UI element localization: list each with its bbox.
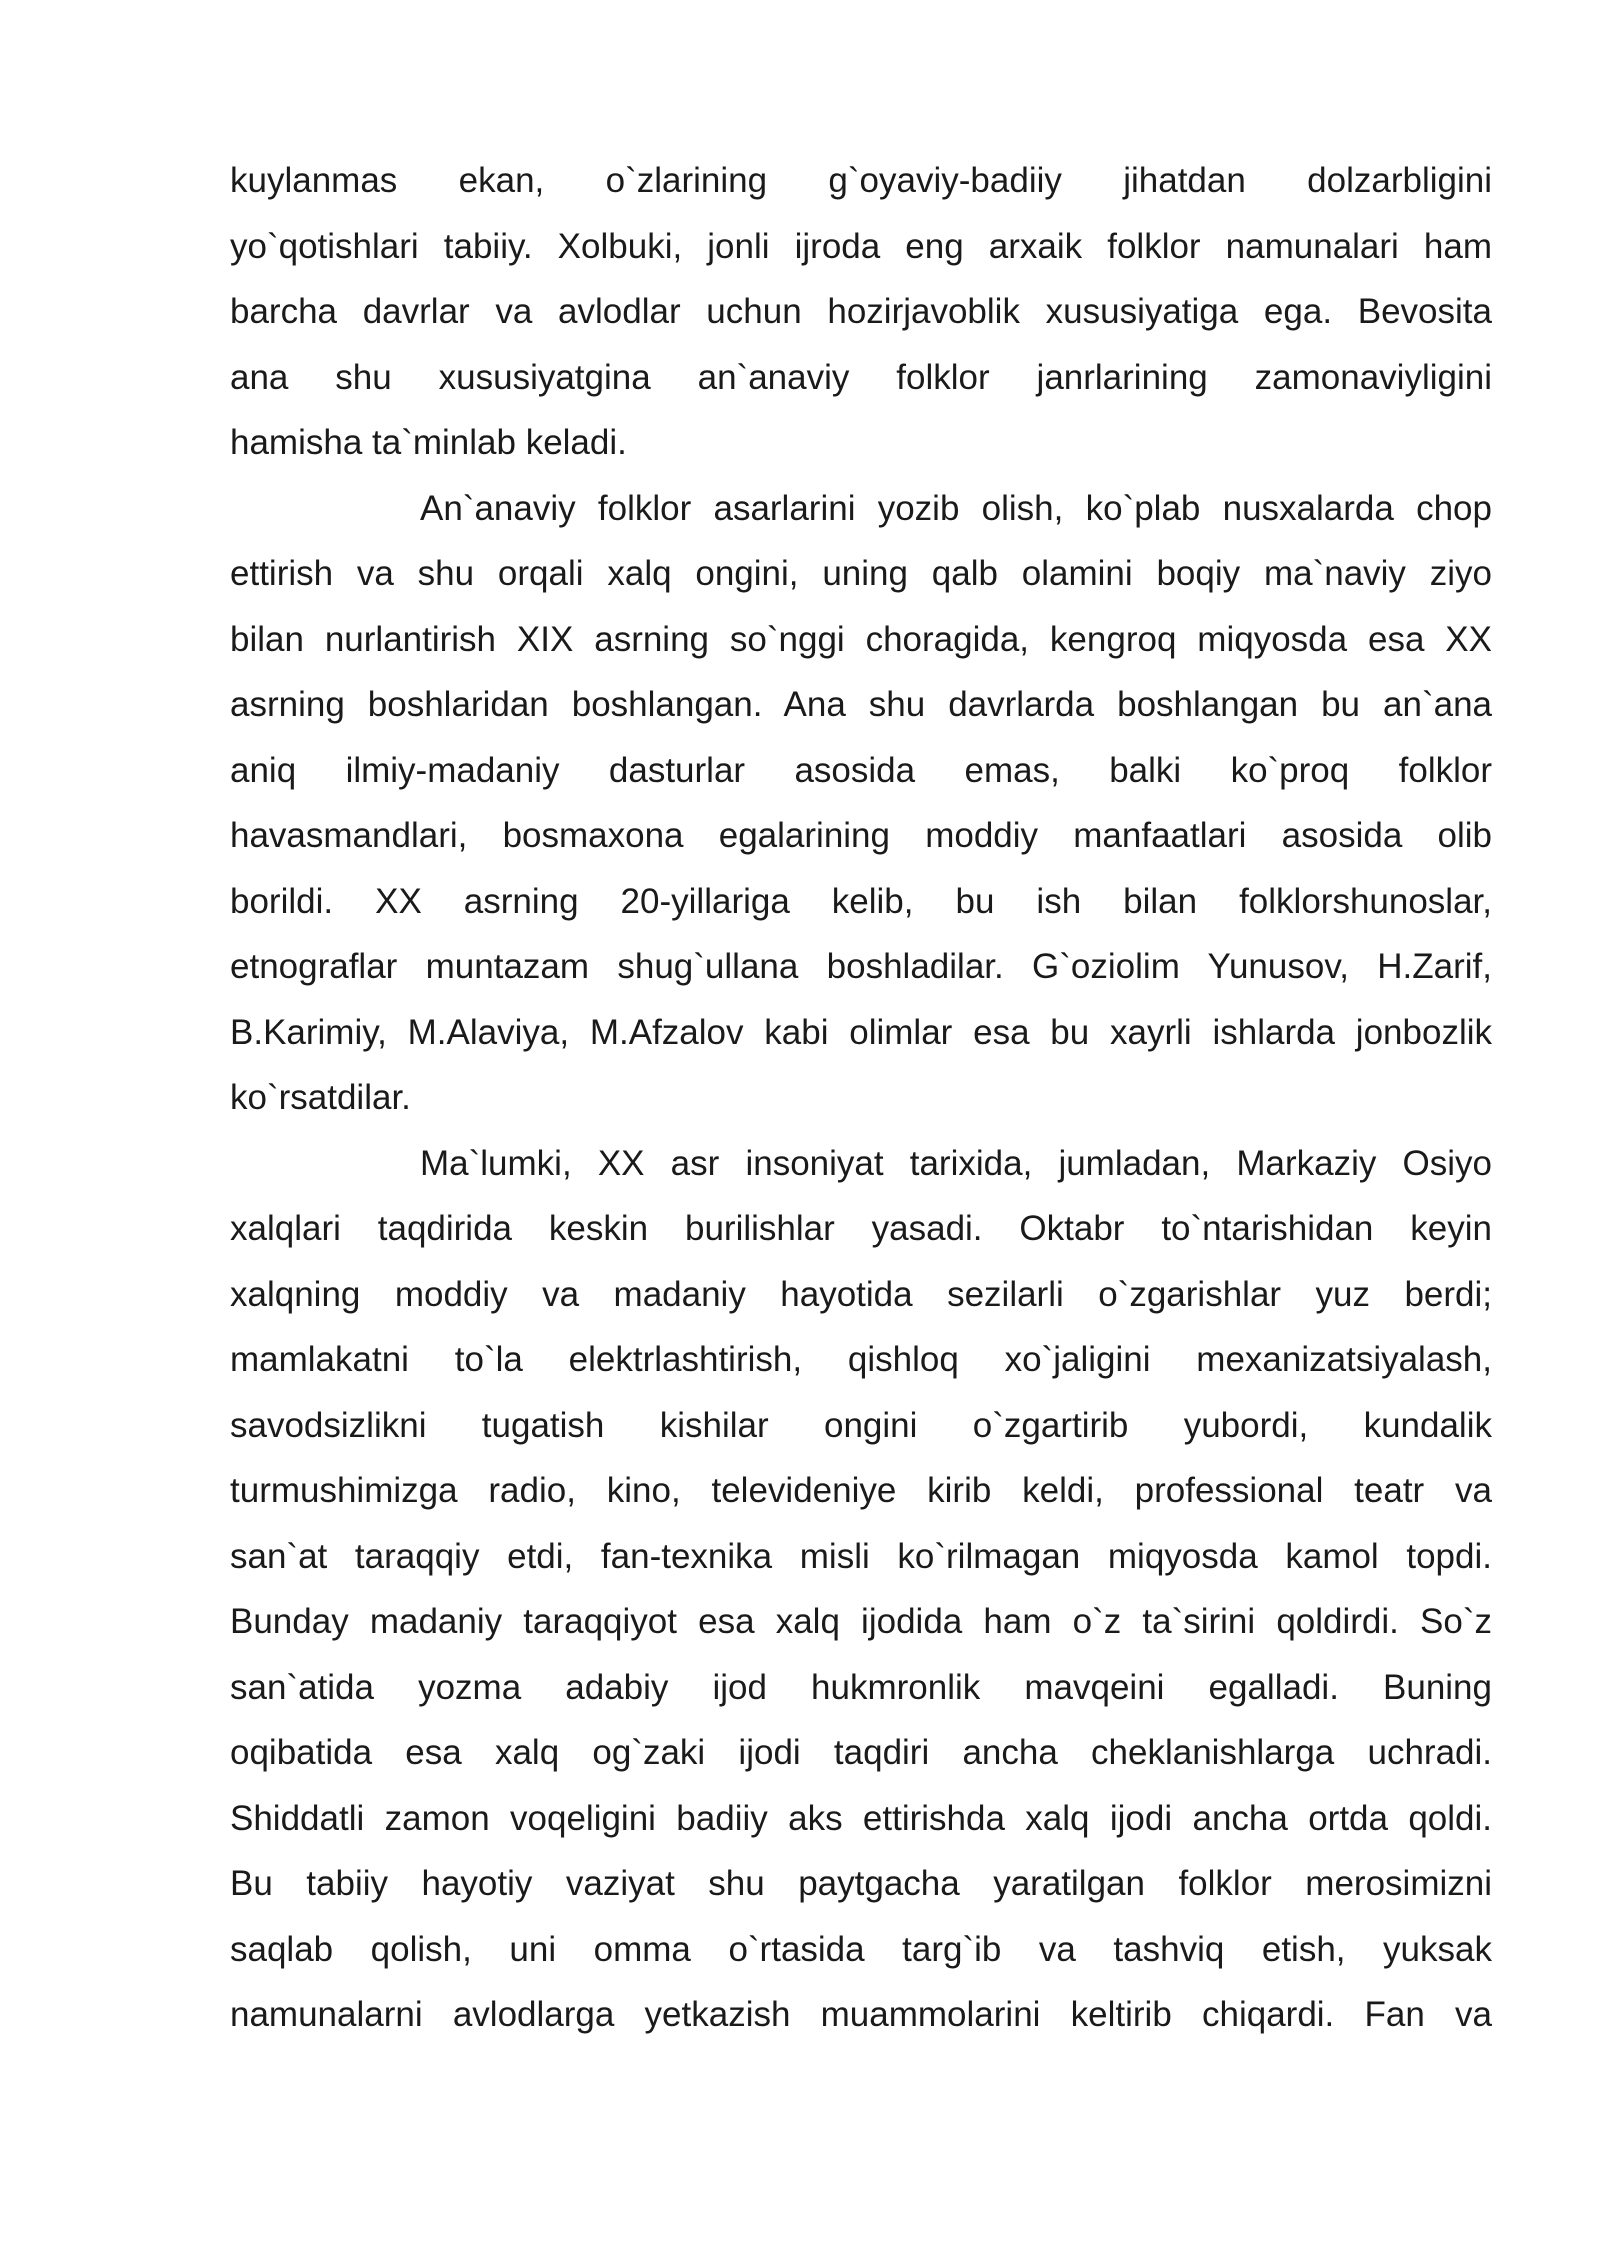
text-line: kuylanmas ekan, o`zlarining g`oyaviy-badiiy jihatdan dolzarbligini bbox=[230, 161, 1492, 200]
text-line: xalqning moddiy va madaniy hayotida sezilarli o`zgarishlar yuz berdi; bbox=[230, 1274, 1492, 1314]
text-line: oqibatida esa xalq og`zaki ijodi taqdiri ancha cheklanishlarga uchradi. bbox=[230, 1733, 1492, 1772]
text-line: saqlab qolish, uni omma o`rtasida targ`ib va tashviq etish, yuksak bbox=[230, 1929, 1492, 1969]
text-line: yo`qotishlari tabiiy. Xolbuki, jonli ijroda eng arxaik folklor namunalari ham bbox=[230, 226, 1492, 266]
text-line: Shiddatli zamon voqeligini badiiy aks ettirishda xalq ijodi ancha ortda qoldi. bbox=[230, 1798, 1492, 1838]
text-line: san`atida yozma adabiy ijod hukmronlik mavqeini egalladi. Buning bbox=[230, 1667, 1492, 1707]
text-line: hamisha ta`minlab keladi. bbox=[230, 423, 627, 462]
text-line: borildi. XX asrning 20-yillariga kelib, bu ish bilan folklorshunoslar, bbox=[230, 881, 1492, 921]
text-line: barcha davrlar va avlodlar uchun hozirjavoblik xususiyatiga ega. Bevosita bbox=[230, 292, 1492, 331]
text-line: aniq ilmiy-madaniy dasturlar asosida emas, balki ko`proq folklor bbox=[230, 750, 1492, 790]
text-line: xalqlari taqdirida keskin burilishlar yasadi. Oktabr to`ntarishidan keyin bbox=[230, 1209, 1492, 1248]
text-line: havasmandlari, bosmaxona egalarining moddiy manfaatlari asosida olib bbox=[230, 816, 1492, 855]
text-line: Bunday madaniy taraqqiyot esa xalq ijodida ham o`z ta`sirini qoldirdi. So`z bbox=[230, 1602, 1492, 1641]
text-line: Bu tabiiy hayotiy vaziyat shu paytgacha yaratilgan folklor merosimizni bbox=[230, 1864, 1492, 1903]
text-line: Ma`lumki, XX asr insoniyat tarixida, jumladan, Markaziy Osiyo bbox=[420, 1143, 1492, 1183]
text-line: asrning boshlaridan boshlangan. Ana shu davrlarda boshlangan bu an`ana bbox=[230, 685, 1492, 724]
text-line: namunalarni avlodlarga yetkazish muammolarini keltirib chiqardi. Fan va bbox=[230, 1995, 1492, 2034]
text-line: ko`rsatdilar. bbox=[230, 1078, 411, 1117]
text-line: mamlakatni to`la elektrlashtirish, qishloq xo`jaligini mexanizatsiyalash, bbox=[230, 1340, 1492, 1379]
text-line: bilan nurlantirish XIX asrning so`nggi choragida, kengroq miqyosda esa XX bbox=[230, 619, 1492, 659]
text-line: san`at taraqqiy etdi, fan-texnika misli ko`rilmagan miqyosda kamol topdi. bbox=[230, 1536, 1492, 1576]
text-line: savodsizlikni tugatish kishilar ongini o`zgartirib yubordi, kundalik bbox=[230, 1405, 1492, 1445]
text-line: turmushimizga radio, kino, televideniye kirib keldi, professional teatr va bbox=[230, 1471, 1492, 1510]
text-line: ettirish va shu orqali xalq ongini, uning qalb olamini boqiy ma`naviy ziyo bbox=[230, 554, 1492, 593]
text-line: ana shu xususiyatgina an`anaviy folklor janrlarining zamonaviyligini bbox=[230, 357, 1492, 397]
text-line: B.Karimiy, M.Alaviya, M.Afzalov kabi olimlar esa bu xayrli ishlarda jonbozlik bbox=[230, 1012, 1492, 1052]
body-text bbox=[230, 148, 1492, 2048]
text-line: An`anaviy folklor asarlarini yozib olish, ko`plab nusxalarda chop bbox=[420, 488, 1492, 528]
text-line: etnograflar muntazam shug`ullana boshladilar. G`oziolim Yunusov, H.Zarif, bbox=[230, 947, 1492, 986]
